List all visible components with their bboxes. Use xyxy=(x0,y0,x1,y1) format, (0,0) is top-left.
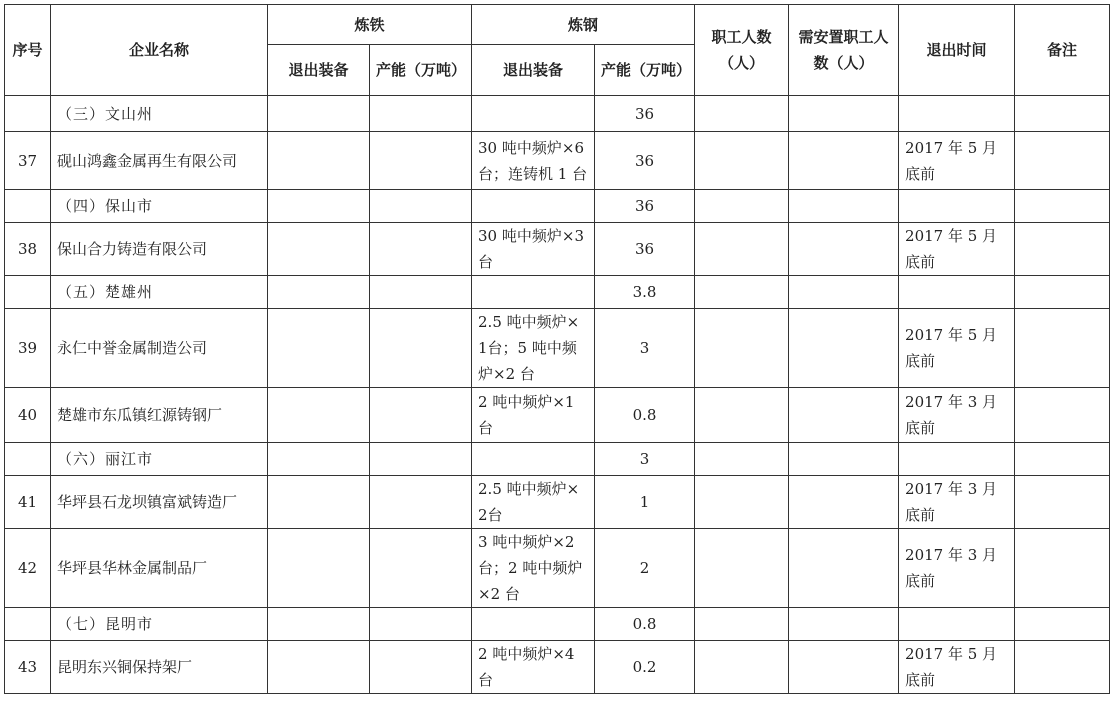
row-company: 永仁中誉金属制造公司 xyxy=(51,309,268,388)
row-seq: 41 xyxy=(5,476,51,529)
section-row xyxy=(5,190,1110,223)
row-seq: 39 xyxy=(5,309,51,388)
section-name: （六）丽江市 xyxy=(51,443,268,476)
capacity-exit-table xyxy=(4,4,1110,694)
row-steel-equipment: 30 吨中频炉×6台；连铸机 1 台 xyxy=(472,132,595,190)
header-steel-equipment: 退出装备 xyxy=(472,45,595,96)
row-seq: 43 xyxy=(5,641,51,694)
row-steel-equipment: 30 吨中频炉×3台 xyxy=(472,223,595,276)
header-workers: 职工人数（人） xyxy=(695,5,789,96)
table-row xyxy=(5,529,1110,608)
row-steel-equipment: 2 吨中频炉×4 台 xyxy=(472,641,595,694)
section-name: （四）保山市 xyxy=(51,190,268,223)
row-company: 保山合力铸造有限公司 xyxy=(51,223,268,276)
row-seq: 42 xyxy=(5,529,51,608)
table-row xyxy=(5,223,1110,276)
row-steel-equipment: 2 吨中频炉×1 台 xyxy=(472,388,595,443)
row-steel-capacity: 3 xyxy=(595,309,695,388)
row-steel-capacity: 0.8 xyxy=(595,388,695,443)
section-steel-capacity: 36 xyxy=(595,190,695,223)
row-exit-time: 2017 年 5 月底前 xyxy=(899,309,1015,388)
row-exit-time: 2017 年 3 月底前 xyxy=(899,476,1015,529)
row-seq: 38 xyxy=(5,223,51,276)
row-exit-time: 2017 年 5 月底前 xyxy=(899,132,1015,190)
header-seq: 序号 xyxy=(5,5,51,96)
section-steel-capacity: 0.8 xyxy=(595,608,695,641)
header-iron-equipment: 退出装备 xyxy=(268,45,370,96)
row-company: 砚山鸿鑫金属再生有限公司 xyxy=(51,132,268,190)
row-seq: 40 xyxy=(5,388,51,443)
header-iron-capacity: 产能（万吨） xyxy=(370,45,472,96)
row-exit-time: 2017 年 3 月底前 xyxy=(899,529,1015,608)
row-steel-equipment: 3 吨中频炉×2台；2 吨中频炉×2 台 xyxy=(472,529,595,608)
table-row xyxy=(5,309,1110,388)
header-iron: 炼铁 xyxy=(268,5,472,45)
row-steel-capacity: 1 xyxy=(595,476,695,529)
row-company: 华坪县华林金属制品厂 xyxy=(51,529,268,608)
row-seq: 37 xyxy=(5,132,51,190)
section-steel-capacity: 3.8 xyxy=(595,276,695,309)
row-steel-equipment: 2.5 吨中频炉×2台 xyxy=(472,476,595,529)
row-exit-time: 2017 年 5 月底前 xyxy=(899,641,1015,694)
section-row xyxy=(5,608,1110,641)
table-row xyxy=(5,641,1110,694)
header-remark: 备注 xyxy=(1015,5,1110,96)
table-header xyxy=(5,5,1110,96)
row-company: 昆明东兴铜保持架厂 xyxy=(51,641,268,694)
section-name: （五）楚雄州 xyxy=(51,276,268,309)
row-steel-capacity: 0.2 xyxy=(595,641,695,694)
section-row xyxy=(5,276,1110,309)
header-company: 企业名称 xyxy=(51,5,268,96)
section-steel-capacity: 36 xyxy=(595,96,695,132)
table-row xyxy=(5,476,1110,529)
row-steel-capacity: 36 xyxy=(595,223,695,276)
row-company: 华坪县石龙坝镇富斌铸造厂 xyxy=(51,476,268,529)
section-row xyxy=(5,443,1110,476)
row-steel-equipment: 2.5 吨中频炉×1台；5 吨中频炉×2 台 xyxy=(472,309,595,388)
header-resettle: 需安置职工人数（人） xyxy=(789,5,899,96)
section-name: （七）昆明市 xyxy=(51,608,268,641)
row-exit-time: 2017 年 5 月底前 xyxy=(899,223,1015,276)
section-steel-capacity: 3 xyxy=(595,443,695,476)
row-steel-capacity: 2 xyxy=(595,529,695,608)
header-steel-capacity: 产能（万吨） xyxy=(595,45,695,96)
row-exit-time: 2017 年 3 月底前 xyxy=(899,388,1015,443)
header-steel: 炼钢 xyxy=(472,5,695,45)
header-exit-time: 退出时间 xyxy=(899,5,1015,96)
section-name: （三）文山州 xyxy=(51,96,268,132)
section-row xyxy=(5,96,1110,132)
row-company: 楚雄市东瓜镇红源铸钢厂 xyxy=(51,388,268,443)
table-row xyxy=(5,388,1110,443)
table-row xyxy=(5,132,1110,190)
row-steel-capacity: 36 xyxy=(595,132,695,190)
